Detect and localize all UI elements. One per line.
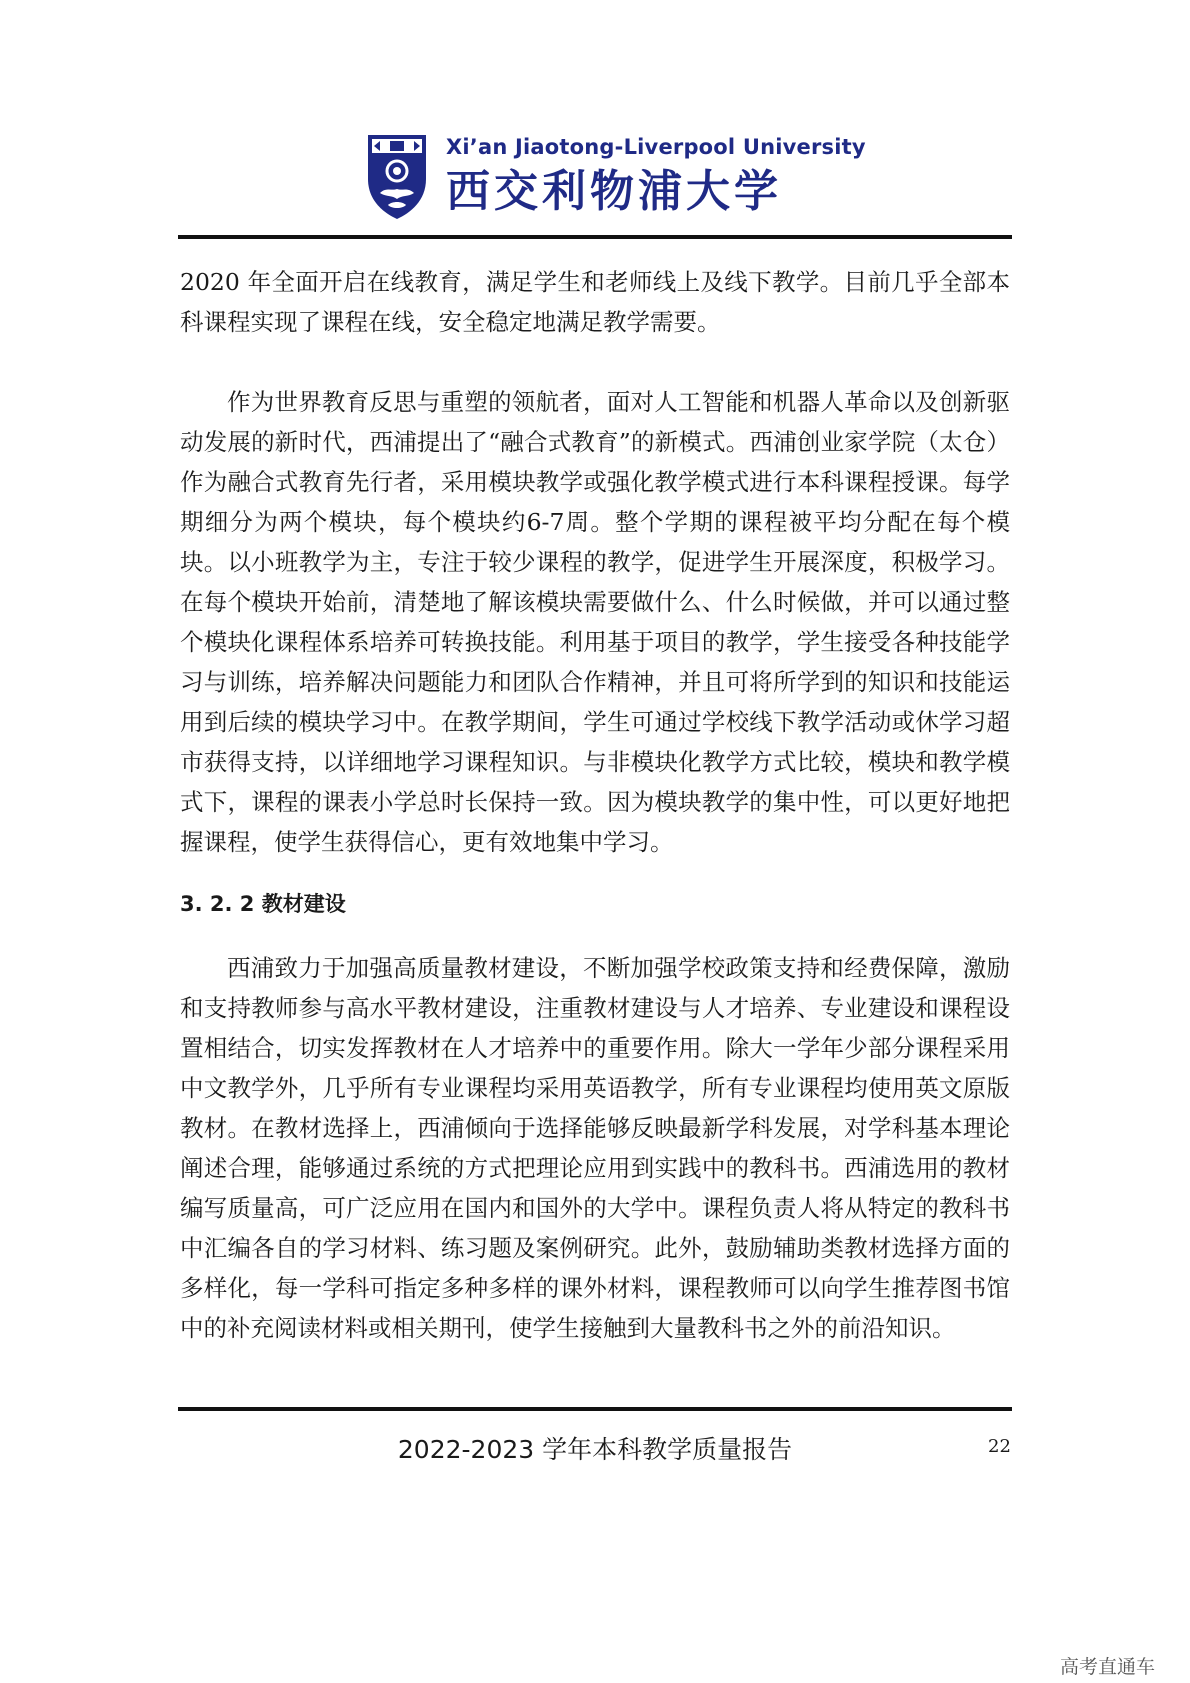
footer-divider bbox=[178, 1407, 1012, 1411]
paragraph-textbook-construction: 西浦致力于加强高质量教材建设，不断加强学校政策支持和经费保障，激励和支持教师参与高水平教材建设，注重教材建设与人才培养、专业建设和课程设置相结合，切实发挥教材在人才培养中的重要作用。除大一学年少部分课程采用中文教学外，几乎所有专业课程均采用英语教学，所有专业课程均使用英文原版教材。在教材选择上，西浦倾向于选择能够反映最新学科发展，对学科基本理论阐述合理，能够通过系统的方式把理论应用到实践中的教科书。西浦选用的教材编写质量高，可广泛应用在国内和国外的大学中。课程负责人将从特定的教科书中汇编各自的学习材料、练习题及案例研究。此外，鼓励辅助类教材选择方面的多样化，每一学科可指定多种多样的课外材料，课程教师可以向学生推荐图书馆中的补充阅读材料或相关期刊，使学生接触到大量教科书之外的前沿知识。 bbox=[180, 954, 1010, 1342]
paragraph-integrated-education: 作为世界教育反思与重塑的领航者，面对人工智能和机器人革命以及创新驱动发展的新时代，西浦提出了“融合式教育”的新模式。西浦创业家学院（太仓）作为融合式教育先行者，采用模块教学或强化教学模式进行本科课程授课。每学期细分为两个模块，每个模块约6-7周。整个学期的课程被平均分配在每个模块。以小班教学为主，专注于较少课程的教学，促进学生开展深度，积极学习。在每个模块开始前，清楚地了解该模块需要做什么、什么时候做，并可以通过整个模块化课程体系培养可转换技能。利用基于项目的教学，学生接受各种技能学习与训练，培养解决问题能力和团队合作精神，并且可将所学到的知识和技能运用到后续的模块学习中。在教学期间，学生可通过学校线下教学活动或休学习超市获得支持，以详细地学习课程知识。与非模块化教学方式比较，模块和教学模式下，课程的课表小学总时长保持一致。因为模块教学的集中性，可以更好地把握课程，使学生获得信心，更有效地集中学习。 bbox=[180, 388, 1010, 856]
university-name-cn: 西交利物浦大学 bbox=[446, 166, 782, 217]
university-logo bbox=[366, 133, 866, 223]
source-watermark: 高考直通车 bbox=[1060, 1656, 1156, 1678]
university-name-en: Xi’an Jiaotong-Liverpool University bbox=[446, 135, 866, 159]
page-number: 22 bbox=[988, 1436, 1011, 1457]
university-crest-icon bbox=[366, 133, 428, 221]
paragraph-online-education: 2020 年全面开启在线教育，满足学生和老师线上及线下教学。目前几乎全部本科课程实现了课程在线，安全稳定地满足教学需要。 bbox=[180, 268, 1010, 336]
report-body bbox=[180, 262, 1010, 1348]
header-divider bbox=[178, 235, 1012, 239]
footer-report-title: 2022-2023 学年本科教学质量报告 bbox=[397, 1435, 793, 1464]
page-header bbox=[0, 0, 1190, 240]
section-heading-textbooks: 3. 2. 2 教材建设 bbox=[180, 892, 346, 916]
